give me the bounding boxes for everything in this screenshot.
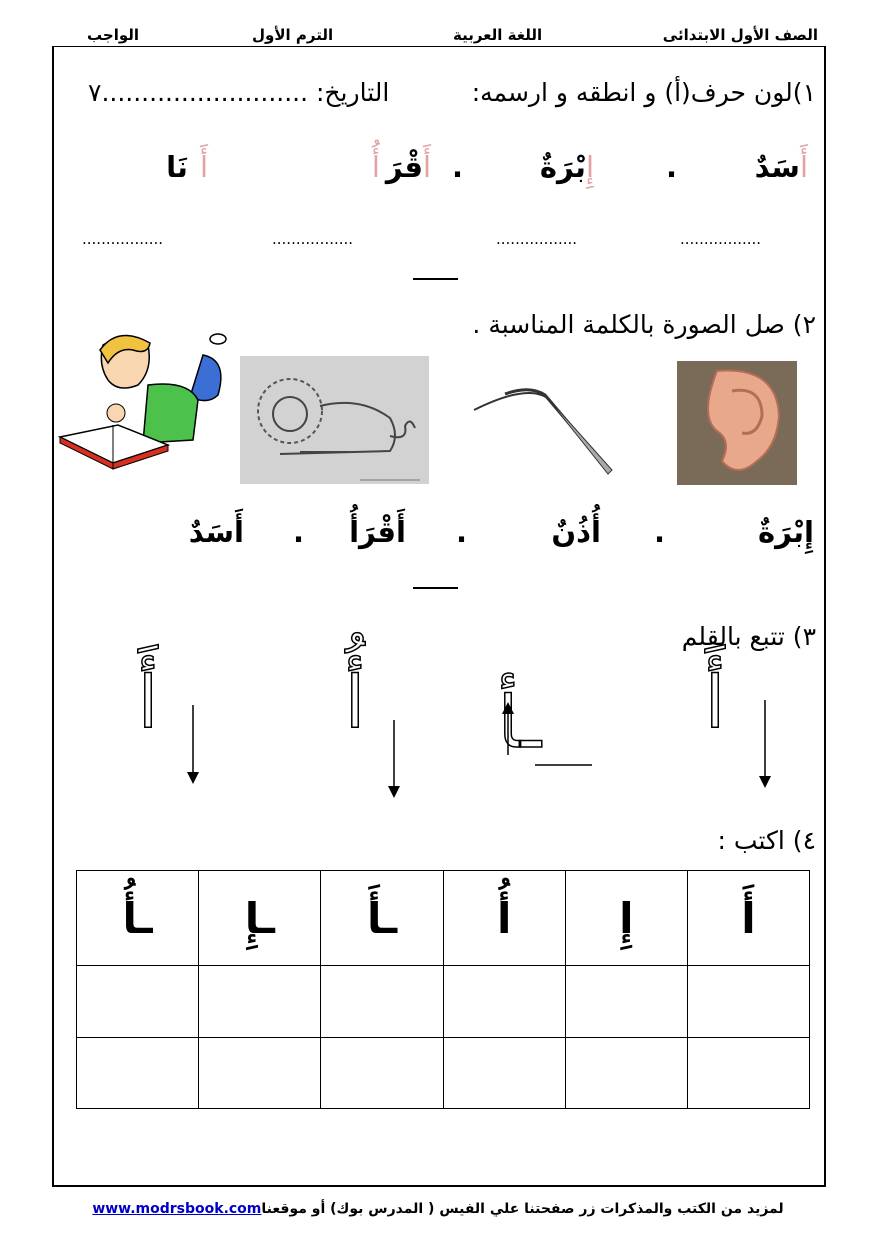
grid-letter-5: ـإِ (199, 871, 321, 966)
q2-word-2: أُذُنٌ (551, 515, 601, 549)
grid-cell[interactable] (199, 1038, 321, 1109)
q2-word-4: أَسَدٌ (188, 515, 244, 549)
q4-instruction: ٤) اكتب : (717, 826, 816, 855)
boy-reading-image (58, 325, 230, 475)
q1-word-3-rest: قْرَ (385, 150, 423, 184)
grid-write-row-1 (77, 966, 810, 1038)
q1-word-3-ghost-end: أُ (371, 150, 380, 184)
q2-word-3: أَقْرَأُ (349, 515, 406, 549)
q1-date: التاريخ: ..........................٧ (88, 78, 390, 107)
ear-image (677, 361, 797, 485)
q1-blank-3[interactable]: ................. (272, 230, 354, 248)
q1-word-1-rest: سَدٌ (754, 150, 800, 184)
q2-sep-3: . (293, 515, 305, 549)
term-label: الترم الأول (252, 26, 334, 44)
grid-letter-1: أَ (687, 871, 809, 966)
grid-cell[interactable] (443, 966, 565, 1038)
q1-word-4-rest: نَا (166, 150, 188, 184)
q1-word-2-letter: إِ (585, 150, 594, 184)
q1-blank-4[interactable]: ................. (82, 230, 164, 248)
grid-cell[interactable] (687, 966, 809, 1038)
grid-write-row-2 (77, 1038, 810, 1109)
needle-image (470, 380, 620, 480)
lion-drawing (240, 356, 429, 484)
q1-word-2-rest: بْرَةٌ (539, 150, 586, 184)
section-divider-1 (413, 278, 458, 280)
homework-label: الواجب (87, 26, 140, 44)
q1-instruction: ١)لون حرف(أ) و انطقه و ارسمه: (471, 78, 816, 107)
grid-cell[interactable] (687, 1038, 809, 1109)
grid-cell[interactable] (443, 1038, 565, 1109)
trace-letter-1: أَ (705, 660, 726, 744)
footer (0, 1201, 876, 1217)
trace-letter-2: ـأ (498, 680, 542, 764)
grid-cell[interactable] (565, 966, 687, 1038)
grid-letter-6: ـأُ (77, 871, 199, 966)
grade-label: الصف الأول الابتدائى (662, 26, 818, 44)
lion-image (240, 356, 429, 484)
grid-cell[interactable] (321, 966, 443, 1038)
section-divider-2 (413, 587, 458, 589)
q1-word-1 (755, 150, 808, 184)
grid-cell[interactable] (77, 966, 199, 1038)
q1-word-3 (372, 150, 431, 184)
q2-sep-1: . (654, 515, 666, 549)
grid-cell[interactable] (199, 966, 321, 1038)
subject-label: اللغة العربية (453, 26, 543, 44)
q1-word-4 (166, 150, 208, 184)
grid-cell[interactable] (321, 1038, 443, 1109)
q3-instruction: ٣) تتبع بالقلم (681, 622, 816, 651)
grid-letter-row (77, 871, 810, 966)
q1-word-3-letter: أَ (422, 150, 431, 184)
ear-drawing (677, 361, 797, 485)
grid-cell[interactable] (77, 1038, 199, 1109)
q1-blank-1[interactable]: ................. (680, 230, 762, 248)
q1-sep-2: . (452, 150, 464, 184)
trace-letter-3: أُ (345, 660, 366, 744)
grid-cell[interactable] (565, 1038, 687, 1109)
q1-word-2 (540, 150, 594, 184)
grid-letter-4: ـأَ (321, 871, 443, 966)
grid-letter-2: إِ (565, 871, 687, 966)
q1-blank-2[interactable]: ................. (496, 230, 578, 248)
writing-grid (76, 870, 810, 1109)
trace-letter-4: أَ (138, 660, 159, 744)
q2-sep-2: . (456, 515, 468, 549)
q2-instruction: ٢) صل الصورة بالكلمة المناسبة . (472, 310, 816, 339)
q1-word-4-letter: أَ (199, 150, 208, 184)
q2-word-1: إِبْرَةٌ (758, 515, 814, 549)
footer-link[interactable]: www.modrsbook.com (92, 1201, 262, 1217)
footer-text: لمزيد من الكتب والمذكرات زر صفحتنا علي الفيس ( المدرس بوك) أو موقعنا (261, 1201, 784, 1217)
q1-sep-1: . (666, 150, 678, 184)
q1-word-1-letter: أَ (799, 150, 808, 184)
grid-letter-3: أُ (443, 871, 565, 966)
